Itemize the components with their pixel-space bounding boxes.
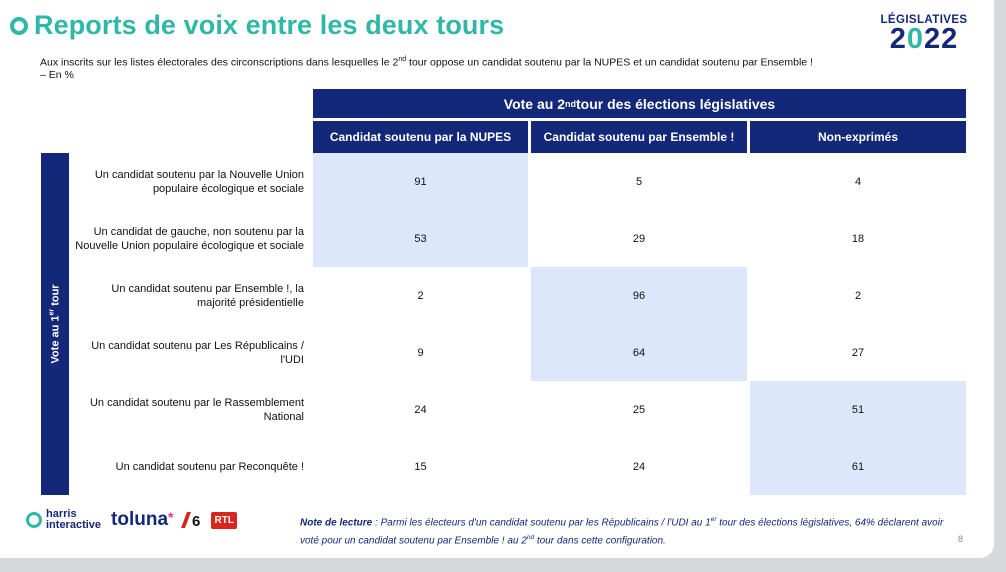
header-text: Vote au 2 <box>503 95 565 112</box>
harris-text: interactive <box>46 519 102 531</box>
harris-text: harris <box>46 508 77 520</box>
row-label: Un candidat soutenu par la Nouvelle Union populaire écologique et sociale <box>94 168 304 195</box>
toluna-text: toluna <box>111 509 169 530</box>
column-header-nupes: Candidat soutenu par la NUPES <box>313 121 528 153</box>
table-cell: 91 <box>313 153 528 210</box>
logo-year-part: 2 <box>889 23 907 55</box>
side-header <box>41 153 69 495</box>
harris-ring-icon <box>26 512 42 528</box>
m6-logo-text: 6 <box>192 513 201 530</box>
note-text: : Parmi les électeurs d'un candidat soutenu par les Républicains / l'UDI au 1 <box>372 517 711 529</box>
side-header-text <box>49 284 62 363</box>
row-label: Un candidat soutenu par Ensemble !, la majorité présidentielle <box>111 282 304 309</box>
table-cell: 15 <box>414 460 427 473</box>
table-cell: 29 <box>632 232 646 245</box>
row-label: Un candidat soutenu par Reconquête ! <box>115 460 304 473</box>
logo-year-zero: 0 <box>906 23 924 55</box>
unit-label: – En % <box>40 69 74 81</box>
table-cell: 4 <box>854 175 862 188</box>
side-sup: er <box>48 308 56 316</box>
table-cell: 18 <box>851 232 865 245</box>
reading-note <box>300 512 950 549</box>
page-number: 8 <box>958 534 964 544</box>
table-cell: 9 <box>417 346 424 359</box>
footer-logos <box>26 509 237 531</box>
logo-text: LÉGISLATIVES <box>880 14 968 26</box>
page-title: Reports de voix entre les deux tours <box>34 10 505 40</box>
table-main-header <box>313 89 966 118</box>
legislatives-logo <box>872 14 976 55</box>
note-label: Note de lecture <box>300 517 373 529</box>
subtitle <box>40 53 920 70</box>
table-cell: 2 <box>854 289 862 302</box>
side-text: Vote au 1 <box>49 315 62 364</box>
rtl-logo: RTL <box>211 512 236 529</box>
table-cell: 51 <box>750 381 966 438</box>
subtitle-text: Aux inscrits sur les listes électorales des circonscriptions dans lesquelles le 2 <box>40 56 399 69</box>
table-cell: 24 <box>414 403 427 416</box>
side-text: tour <box>49 284 62 309</box>
column-header-ensemble: Candidat soutenu par Ensemble ! <box>531 121 747 153</box>
table-cell: 5 <box>635 175 643 188</box>
note-text: tour dans cette configuration. <box>534 535 666 547</box>
logo-year <box>872 23 976 55</box>
header-sup: nd <box>565 98 576 109</box>
table-cell: 61 <box>750 438 966 495</box>
harris-interactive-logo <box>46 509 101 531</box>
row-label: Un candidat soutenu par Les Républicains / l'UDI <box>91 339 304 366</box>
title-row <box>10 10 504 41</box>
row-label: Un candidat soutenu par le Rassemblement National <box>89 396 304 423</box>
logo-year-part: 22 <box>924 23 959 55</box>
table-cell: 2 <box>417 289 424 302</box>
table-cell: 96 <box>531 267 747 324</box>
table-cell: 64 <box>531 324 747 381</box>
column-header-non-exprimes: Non-exprimés <box>750 121 966 153</box>
header-text: tour des élections législatives <box>576 95 776 112</box>
subtitle-text: tour oppose un candidat soutenu par la NUPES et un candidat soutenu par Ensemble ! <box>406 56 813 69</box>
note-sup: nd <box>526 534 535 542</box>
subtitle-sup: nd <box>398 56 407 63</box>
note-sup: er <box>710 516 717 523</box>
table-cell: 24 <box>632 460 646 473</box>
table-cell: 27 <box>851 346 865 359</box>
row-label: Un candidat de gauche, non soutenu par la Nouvelle Union populaire écologique et sociale <box>75 225 304 252</box>
table-cell: 53 <box>313 210 528 267</box>
toluna-star-icon: * <box>168 509 174 525</box>
toluna-logo <box>111 509 173 531</box>
note-text: tour des élections législatives, 64% déclarent avoir voté pour un candidat soutenu par Ensemble ! au 2 <box>300 517 944 547</box>
table-cell: 25 <box>632 403 646 416</box>
m6-logo-icon <box>179 510 205 530</box>
ring-icon <box>10 17 28 35</box>
